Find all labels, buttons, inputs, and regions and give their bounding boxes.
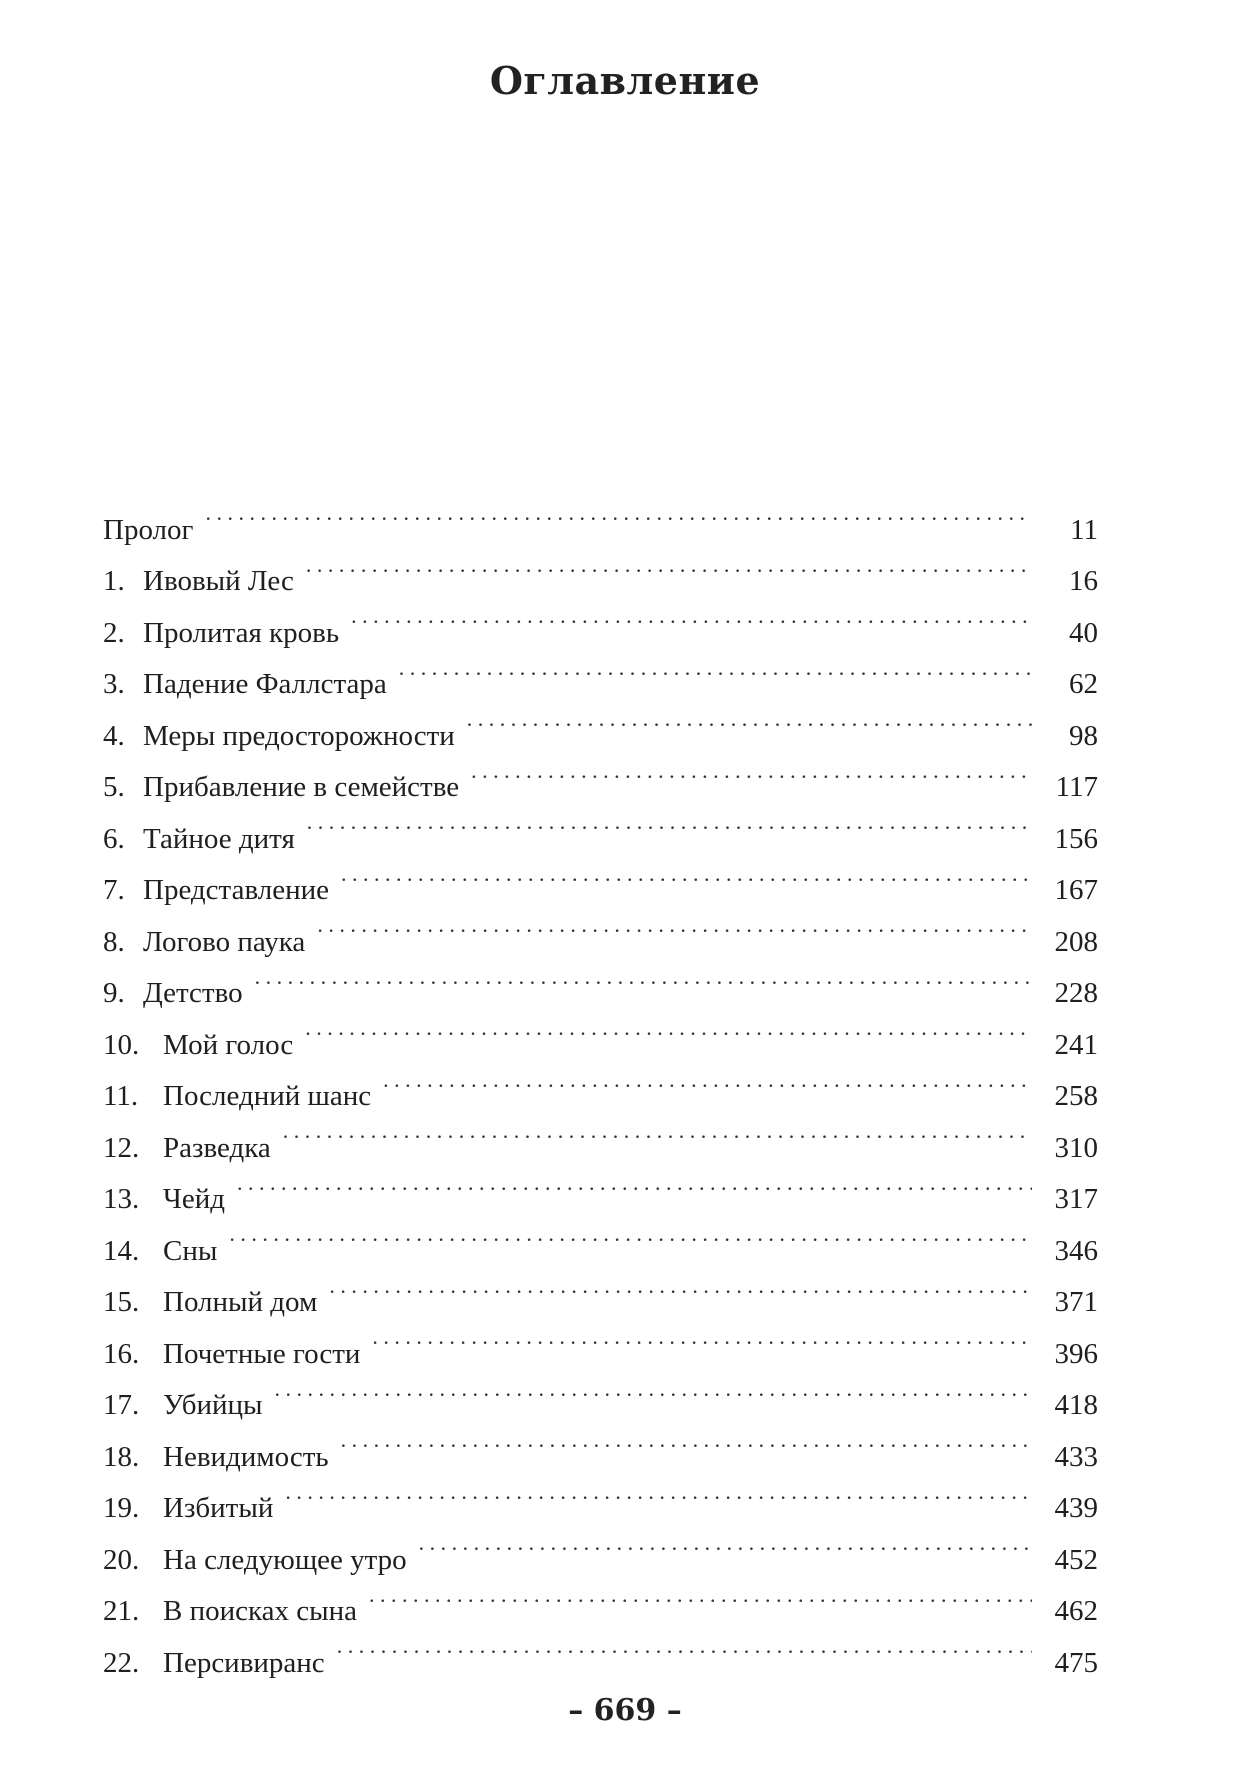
- toc-entry-title: В поисках сына: [163, 1595, 358, 1627]
- toc-entry-number: 7.: [103, 874, 125, 906]
- toc-entry: [103, 1208, 1098, 1267]
- toc-dot-leader: [285, 1466, 1032, 1518]
- toc-entry-page: 346: [1054, 1234, 1098, 1267]
- toc-entry-page: 208: [1054, 925, 1098, 958]
- toc-entry-page: 462: [1054, 1595, 1098, 1627]
- toc-dot-leader: [237, 1157, 1032, 1209]
- toc-entry-page: 452: [1054, 1543, 1098, 1576]
- toc-entry-number: 2.: [103, 616, 125, 649]
- toc-entry-title: Полный дом: [163, 1286, 318, 1318]
- toc-entry-title: Невидимость: [163, 1440, 329, 1473]
- toc-entry-title: Представление: [143, 874, 330, 906]
- table-of-contents: [103, 487, 1098, 1679]
- toc-entry-title: Избитый: [163, 1492, 274, 1524]
- toc-entry-page: 475: [1054, 1646, 1098, 1679]
- toc-dot-leader: [467, 693, 1032, 745]
- toc-dot-leader: [399, 642, 1032, 694]
- page-title: Оглавление: [489, 58, 761, 103]
- toc-entry-page: 418: [1054, 1389, 1098, 1421]
- toc-dot-leader: [419, 1517, 1032, 1569]
- toc-entry-title: Разведка: [163, 1131, 271, 1164]
- toc-entry-page: 396: [1054, 1337, 1098, 1370]
- toc-dot-leader: [369, 1569, 1032, 1621]
- toc-entry-number: 19.: [103, 1492, 140, 1524]
- toc-entry-page: 62: [1069, 668, 1098, 700]
- toc-entry-page: 98: [1069, 719, 1098, 752]
- toc-entry-title: Тайное дитя: [143, 822, 295, 855]
- toc-entry-number: 17.: [103, 1389, 140, 1421]
- toc-entry-number: 20.: [103, 1543, 140, 1576]
- toc-entry-page: 439: [1054, 1492, 1098, 1524]
- toc-dot-leader: [205, 487, 1032, 539]
- toc-entry-title: Чейд: [163, 1183, 225, 1215]
- toc-entry-title: Мой голос: [163, 1028, 294, 1061]
- toc-dot-leader: [305, 1002, 1032, 1054]
- toc-dot-leader: [383, 1054, 1032, 1106]
- toc-dot-leader: [229, 1208, 1032, 1260]
- toc-entry-page: 167: [1054, 874, 1098, 906]
- toc-entry-title: Меры предосторожности: [143, 719, 455, 752]
- toc-entry-number: 10.: [103, 1028, 140, 1061]
- toc-entry-number: 4.: [103, 719, 125, 752]
- page-number: – 669 –: [568, 1693, 682, 1728]
- toc-entry-number: 6.: [103, 822, 125, 855]
- toc-entry-number: 16.: [103, 1337, 140, 1370]
- toc-dot-leader: [283, 1105, 1032, 1157]
- toc-dot-leader: [317, 899, 1032, 951]
- toc-dot-leader: [351, 590, 1032, 642]
- toc-entry-page: 117: [1055, 771, 1098, 803]
- toc-entry-title: Почетные гости: [163, 1337, 361, 1370]
- toc-entry-number: 22.: [103, 1646, 140, 1679]
- toc-entry-page: 40: [1069, 616, 1098, 649]
- toc-entry-number: 5.: [103, 771, 125, 803]
- toc-entry-number: 9.: [103, 977, 125, 1009]
- toc-entry: [103, 1260, 1098, 1318]
- toc-entry-number: 12.: [103, 1131, 140, 1164]
- toc-entry-title: Детство: [143, 977, 243, 1009]
- toc-entry-title: Прибавление в семействе: [143, 771, 460, 803]
- toc-entry-number: 3.: [103, 668, 125, 700]
- toc-entry-number: 8.: [103, 925, 125, 958]
- toc-entry-title: Пролитая кровь: [143, 616, 340, 649]
- toc-entry: [103, 539, 1098, 597]
- toc-entry-page: 258: [1054, 1080, 1098, 1112]
- toc-entry-title: Падение Фаллстара: [143, 668, 387, 700]
- toc-entry: [103, 1157, 1098, 1215]
- toc-entry-number: 14.: [103, 1234, 140, 1267]
- toc-entry-title: Логово паука: [143, 925, 306, 958]
- toc-entry-number: 21.: [103, 1595, 140, 1627]
- toc-dot-leader: [372, 1311, 1032, 1363]
- toc-entry-title: Сны: [163, 1234, 218, 1267]
- toc-dot-leader: [471, 745, 1032, 797]
- toc-entry-page: 241: [1054, 1028, 1098, 1061]
- toc-entry-page: 156: [1054, 822, 1098, 855]
- toc-entry-title: Ивовый Лес: [143, 565, 294, 597]
- toc-entry-number: 18.: [103, 1440, 140, 1473]
- toc-dot-leader: [341, 848, 1032, 900]
- toc-entry-page: 371: [1054, 1286, 1098, 1318]
- toc-entry-title: Последний шанс: [163, 1080, 372, 1112]
- toc-dot-leader: [307, 796, 1032, 848]
- toc-entry-page: 317: [1054, 1183, 1098, 1215]
- toc-entry-number: 1.: [103, 565, 125, 597]
- toc-entry-page: 16: [1069, 565, 1098, 597]
- toc-dot-leader: [341, 1414, 1032, 1466]
- toc-entry: [103, 487, 1098, 546]
- toc-entry-page: 228: [1054, 977, 1098, 1009]
- toc-entry-number: 13.: [103, 1183, 140, 1215]
- toc-entry-page: 11: [1070, 513, 1098, 546]
- toc-entry-title: Пролог: [103, 513, 194, 546]
- toc-entry-number: 15.: [103, 1286, 140, 1318]
- toc-entry-page: 433: [1054, 1440, 1098, 1473]
- toc-entry-title: Убийцы: [163, 1389, 263, 1421]
- toc-entry-page: 310: [1054, 1131, 1098, 1164]
- toc-dot-leader: [275, 1363, 1032, 1415]
- toc-entry-number: 11.: [103, 1080, 139, 1112]
- toc-entry-title: Персивиранс: [163, 1646, 325, 1679]
- toc-dot-leader: [306, 539, 1032, 591]
- toc-entry-title: На следующее утро: [163, 1543, 407, 1576]
- toc-dot-leader: [255, 951, 1032, 1003]
- toc-dot-leader: [337, 1620, 1032, 1672]
- toc-dot-leader: [329, 1260, 1032, 1312]
